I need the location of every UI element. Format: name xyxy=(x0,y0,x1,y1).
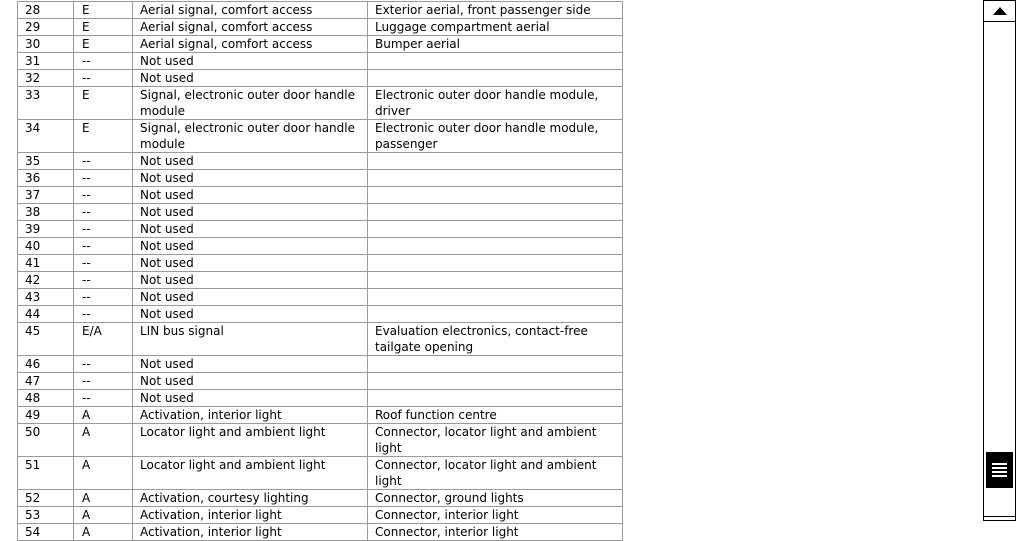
cell-component: Exterior aerial, front passenger side xyxy=(368,2,623,19)
cell-component: Connector, locator light and ambient light xyxy=(368,457,623,490)
cell-pin: 31 xyxy=(18,53,74,70)
cell-type: A xyxy=(74,490,133,507)
cell-pin: 39 xyxy=(18,221,74,238)
cell-component: Connector, ground lights xyxy=(368,490,623,507)
scroll-thumb[interactable] xyxy=(986,452,1013,488)
cell-signal: Aerial signal, comfort access xyxy=(133,19,368,36)
table-row xyxy=(18,424,623,457)
table-row xyxy=(18,53,623,70)
cell-component xyxy=(368,70,623,87)
cell-pin: 41 xyxy=(18,255,74,272)
table-row xyxy=(18,255,623,272)
pin-assignment-table xyxy=(17,1,623,541)
cell-type: E xyxy=(74,120,133,153)
cell-pin: 38 xyxy=(18,204,74,221)
cell-component xyxy=(368,356,623,373)
cell-type: E xyxy=(74,19,133,36)
table-row xyxy=(18,238,623,255)
cell-signal: Not used xyxy=(133,153,368,170)
cell-component xyxy=(368,53,623,70)
cell-signal: Not used xyxy=(133,356,368,373)
cell-component xyxy=(368,255,623,272)
cell-signal: Locator light and ambient light xyxy=(133,457,368,490)
vertical-scrollbar[interactable] xyxy=(983,0,1016,521)
cell-signal: Activation, interior light xyxy=(133,524,368,541)
cell-type: E xyxy=(74,2,133,19)
table-row xyxy=(18,407,623,424)
cell-signal: Not used xyxy=(133,53,368,70)
table-row xyxy=(18,170,623,187)
cell-pin: 46 xyxy=(18,356,74,373)
cell-type: E xyxy=(74,36,133,53)
cell-signal: Not used xyxy=(133,187,368,204)
table-row xyxy=(18,36,623,53)
table-row xyxy=(18,272,623,289)
cell-type: -- xyxy=(74,221,133,238)
table-row xyxy=(18,19,623,36)
cell-type: -- xyxy=(74,373,133,390)
table-row xyxy=(18,490,623,507)
cell-signal: Not used xyxy=(133,70,368,87)
cell-component xyxy=(368,153,623,170)
table-row xyxy=(18,2,623,19)
cell-component xyxy=(368,204,623,221)
window-edge xyxy=(1016,0,1024,523)
cell-pin: 53 xyxy=(18,507,74,524)
cell-signal: Not used xyxy=(133,373,368,390)
scroll-down-button[interactable] xyxy=(984,516,1015,522)
table-row xyxy=(18,70,623,87)
cell-type: -- xyxy=(74,70,133,87)
cell-pin: 54 xyxy=(18,524,74,541)
grip-line xyxy=(992,475,1007,477)
cell-type: -- xyxy=(74,272,133,289)
cell-pin: 44 xyxy=(18,306,74,323)
triangle-up-icon xyxy=(993,7,1007,15)
cell-pin: 33 xyxy=(18,87,74,120)
cell-type: -- xyxy=(74,204,133,221)
table-row xyxy=(18,120,623,153)
cell-signal: Not used xyxy=(133,204,368,221)
table-row xyxy=(18,507,623,524)
cell-signal: Activation, interior light xyxy=(133,507,368,524)
cell-type: A xyxy=(74,424,133,457)
table-row xyxy=(18,221,623,238)
cell-signal: Aerial signal, comfort access xyxy=(133,2,368,19)
cell-pin: 50 xyxy=(18,424,74,457)
table-row xyxy=(18,204,623,221)
cell-component xyxy=(368,306,623,323)
table-row xyxy=(18,87,623,120)
cell-signal: Not used xyxy=(133,306,368,323)
pin-table-body xyxy=(18,2,623,541)
cell-pin: 52 xyxy=(18,490,74,507)
cell-signal: Not used xyxy=(133,272,368,289)
cell-component xyxy=(368,238,623,255)
cell-signal: Not used xyxy=(133,221,368,238)
cell-type: -- xyxy=(74,255,133,272)
cell-type: -- xyxy=(74,238,133,255)
cell-pin: 51 xyxy=(18,457,74,490)
cell-signal: Activation, courtesy lighting xyxy=(133,490,368,507)
cell-component: Roof function centre xyxy=(368,407,623,424)
cell-component: Connector, locator light and ambient light xyxy=(368,424,623,457)
cell-pin: 42 xyxy=(18,272,74,289)
cell-component xyxy=(368,390,623,407)
cell-signal: Signal, electronic outer door handle module xyxy=(133,87,368,120)
table-row xyxy=(18,323,623,356)
cell-type: -- xyxy=(74,170,133,187)
cell-pin: 37 xyxy=(18,187,74,204)
cell-component xyxy=(368,170,623,187)
cell-pin: 34 xyxy=(18,120,74,153)
table-row xyxy=(18,524,623,541)
cell-signal: Not used xyxy=(133,390,368,407)
cell-pin: 30 xyxy=(18,36,74,53)
cell-pin: 29 xyxy=(18,19,74,36)
cell-signal: Activation, interior light xyxy=(133,407,368,424)
cell-pin: 28 xyxy=(18,2,74,19)
cell-pin: 40 xyxy=(18,238,74,255)
cell-component xyxy=(368,272,623,289)
cell-pin: 48 xyxy=(18,390,74,407)
cell-pin: 45 xyxy=(18,323,74,356)
table-row xyxy=(18,289,623,306)
scroll-up-button[interactable] xyxy=(984,1,1015,22)
cell-type: E/A xyxy=(74,323,133,356)
cell-type: -- xyxy=(74,306,133,323)
cell-component: Luggage compartment aerial xyxy=(368,19,623,36)
cell-pin: 35 xyxy=(18,153,74,170)
cell-signal: LIN bus signal xyxy=(133,323,368,356)
cell-signal: Not used xyxy=(133,255,368,272)
cell-component: Connector, interior light xyxy=(368,507,623,524)
cell-signal: Locator light and ambient light xyxy=(133,424,368,457)
cell-signal: Signal, electronic outer door handle module xyxy=(133,120,368,153)
cell-component xyxy=(368,187,623,204)
cell-component xyxy=(368,221,623,238)
grip-lines-icon xyxy=(992,463,1007,465)
grip-line xyxy=(992,467,1007,469)
cell-type: A xyxy=(74,407,133,424)
cell-type: E xyxy=(74,87,133,120)
grip-line xyxy=(992,471,1007,473)
table-row xyxy=(18,153,623,170)
cell-pin: 49 xyxy=(18,407,74,424)
cell-signal: Not used xyxy=(133,170,368,187)
cell-type: A xyxy=(74,507,133,524)
cell-signal: Not used xyxy=(133,289,368,306)
cell-type: -- xyxy=(74,390,133,407)
table-row xyxy=(18,356,623,373)
cell-type: -- xyxy=(74,53,133,70)
table-row xyxy=(18,373,623,390)
cell-pin: 36 xyxy=(18,170,74,187)
table-row xyxy=(18,306,623,323)
table-row xyxy=(18,457,623,490)
table-row xyxy=(18,187,623,204)
cell-pin: 43 xyxy=(18,289,74,306)
cell-type: A xyxy=(74,524,133,541)
cell-type: -- xyxy=(74,289,133,306)
cell-component: Connector, interior light xyxy=(368,524,623,541)
cell-signal: Aerial signal, comfort access xyxy=(133,36,368,53)
cell-pin: 32 xyxy=(18,70,74,87)
cell-component xyxy=(368,373,623,390)
cell-component: Bumper aerial xyxy=(368,36,623,53)
cell-pin: 47 xyxy=(18,373,74,390)
cell-component: Electronic outer door handle module, passenger xyxy=(368,120,623,153)
cell-component: Electronic outer door handle module, driver xyxy=(368,87,623,120)
cell-component: Evaluation electronics, contact-free tailgate opening xyxy=(368,323,623,356)
cell-component xyxy=(368,289,623,306)
table-row xyxy=(18,390,623,407)
cell-type: -- xyxy=(74,153,133,170)
cell-type: -- xyxy=(74,187,133,204)
cell-signal: Not used xyxy=(133,238,368,255)
cell-type: -- xyxy=(74,356,133,373)
cell-type: A xyxy=(74,457,133,490)
